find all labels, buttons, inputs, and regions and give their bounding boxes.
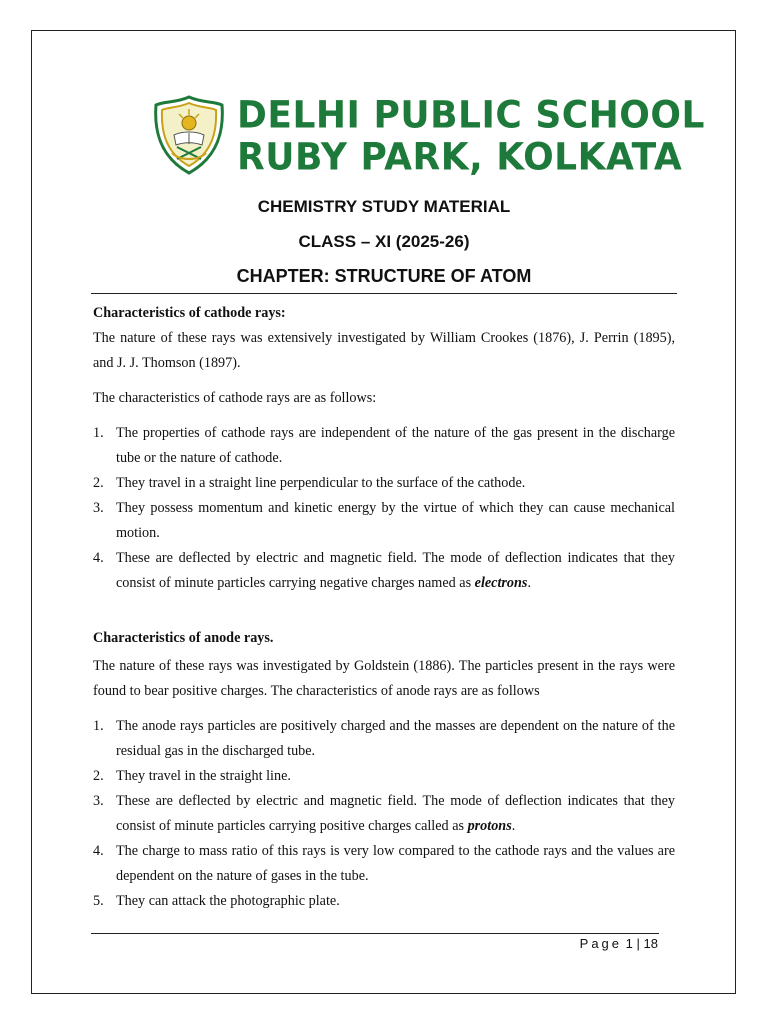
list-item [93, 496, 675, 546]
list-text: These are deflected by electric and magnetic field. The mode of deflection indicates that they consist of minute particles carrying positive charges called as [116, 793, 675, 834]
emphasis-electrons: electrons [474, 575, 528, 591]
document-body [93, 301, 675, 914]
footer-divider [91, 933, 659, 934]
page-label: Page [579, 936, 623, 951]
school-crest-logo [152, 95, 226, 175]
list-item [93, 764, 675, 789]
list-number: 3. [93, 500, 104, 516]
list-item [93, 471, 675, 496]
list-text: They can attack the photographic plate. [116, 893, 340, 909]
anode-heading: Characteristics of anode rays. [93, 630, 274, 646]
list-item [93, 546, 675, 596]
cathode-intro: The nature of these rays was extensively investigated by William Crookes (1876), J. Perrin (1895), and J. J. Thomson (1897). [93, 330, 675, 371]
list-text: The properties of cathode rays are independent of the nature of the gas present in the discharge tube or the nature of cathode. [116, 425, 675, 466]
list-number: 1. [93, 425, 104, 441]
list-tail: . [527, 575, 531, 591]
list-number: 2. [93, 475, 104, 491]
list-item [93, 839, 675, 889]
list-item [93, 889, 675, 914]
school-name-line1: DELHI PUBLIC SCHOOL [237, 93, 705, 137]
total-pages: 18 [643, 936, 658, 951]
page-separator: | [636, 936, 640, 951]
title-divider [91, 293, 677, 294]
page-footer [580, 936, 658, 951]
list-item [93, 789, 675, 839]
class-title: CLASS – XI (2025-26) [298, 232, 470, 251]
list-number: 1. [93, 718, 104, 734]
emphasis-protons: protons [467, 818, 512, 834]
cathode-list [93, 421, 675, 596]
chapter-title: CHAPTER: STRUCTURE OF ATOM [236, 266, 532, 286]
list-number: 4. [93, 843, 104, 859]
anode-list [93, 714, 675, 914]
anode-intro: The nature of these rays was investigated by Goldstein (1886). The particles present in the rays were found to bear positive charges. The characteristics of anode rays are as follows [93, 658, 675, 699]
school-name-line2: RUBY PARK, KOLKATA [237, 135, 683, 179]
list-number: 3. [93, 793, 104, 809]
school-header [152, 93, 705, 179]
document-title: CHEMISTRY STUDY MATERIAL [257, 197, 511, 216]
list-text: They travel in the straight line. [116, 768, 291, 784]
list-number: 5. [93, 893, 104, 909]
list-item [93, 421, 675, 471]
list-text: They possess momentum and kinetic energy by the virtue of which they can cause mechanical motion. [116, 500, 675, 541]
list-text: These are deflected by electric and magnetic field. The mode of deflection indicates that they consist of minute particles carrying negative charges named as [116, 550, 675, 591]
school-name [237, 95, 705, 179]
list-item [93, 714, 675, 764]
list-text: They travel in a straight line perpendicular to the surface of the cathode. [116, 475, 526, 491]
cathode-heading: Characteristics of cathode rays: [93, 305, 286, 321]
list-number: 2. [93, 768, 104, 784]
list-text: The charge to mass ratio of this rays is very low compared to the cathode rays and the values are dependent on the nature of gases in the tube. [116, 843, 675, 884]
cathode-lead: The characteristics of cathode rays are as follows: [93, 390, 377, 406]
list-text: The anode rays particles are positively charged and the masses are dependent on the nature of the residual gas in the discharged tube. [116, 718, 675, 759]
list-number: 4. [93, 550, 104, 566]
list-tail: . [511, 818, 516, 834]
page-number: 1 [625, 936, 633, 951]
